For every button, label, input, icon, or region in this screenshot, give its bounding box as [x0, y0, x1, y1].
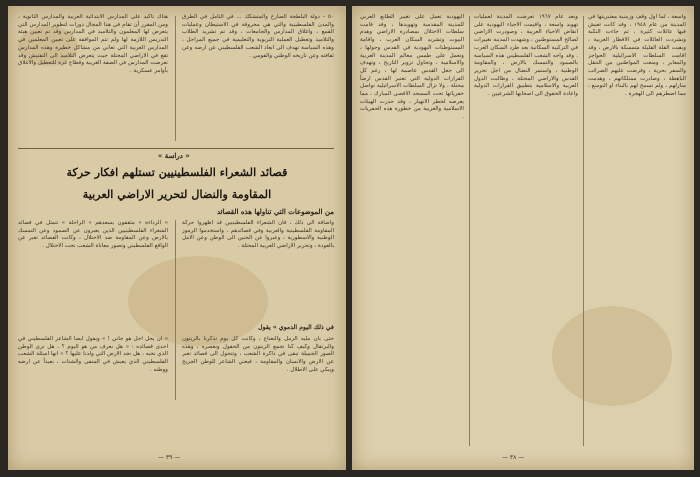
top-column-left-text: هناك تأكيد على المدارس الابتدائية العربية والمدارس الثانوية ، ومن المقرر أن تقام في هذا المجال دورات لتطوير المدارس التي يتعرض لها المعلمون والتلاميذ في المدارس وقد تم تعيين هيئة التدريس اللازمة لها ولم تتم الموافقة على تعيين المعلمين في المدارس العربية التي تعاني من مشاكل خطيرة وهذه المدارس تقع في الاراضي المحتلة حيث يتعرض التلاميذ الى التفتيش وقد تعرضت المدارس في الضفة الغربية وقطاع غزة للتعطيل والاغلاق بأوامر عسكرية .	[18, 14, 168, 74]
page-number: — ٣٩ —	[158, 454, 181, 461]
left-page	[8, 6, 346, 470]
mid-column-right	[182, 220, 334, 320]
headline-line-1: قصائد الشعراء الفلسطينيين تستلهم افكار حركة	[66, 165, 288, 179]
column-divider	[175, 220, 176, 400]
right-page-column-left-text: اليهودية تعمل على تغيير الطابع العربي للمدينة المقدسة وتهويدها ، وقد قامت سلطات الاحتلال بمصادرة الاراضي وهدم البيوت وتشريد السكان العرب ، واقامة المستوطنات اليهودية في القدس وحولها ، وتعمل على طمس معالم المدينة العربية والاسلامية ، وتحاول تزوير التاريخ ، وتهدف الى جعل القدس عاصمة لها ، رغم كل القرارات الدولية التي تعتبر القدس ارضاً محتلة . ولا تزال السلطات الاسرائيلية تواصل حفرياتها تحت المسجد الاقصى المبارك ، مما يعرضه لخطر الانهيار ، وقد حذرت الهيئات الاسلامية والعربية من خطورة هذه الحفريات .	[360, 14, 464, 121]
bottom-column-right	[182, 336, 334, 448]
right-page-column-left	[360, 14, 464, 450]
page-number: — ٣٨ —	[502, 454, 525, 461]
mid-column-right-text: واضافة الى ذلك ، فان الشعراء الفلسطينيين قد اظهروا حركة المقاومة الفلسطينية والعربية وفي قصائدهم ، واستخدموا الرموز الوطنية والاسطورية ، وعبروا عن الحنين الى الوطن وعن الامل بالعودة ، وتحرير الاراضي العربية المحتلة .	[182, 220, 334, 250]
mid-column-left-text: « الرداءة » مثقفون يسعدهم « الراحلة » تتمثل في قصائد الشعراء الفلسطينيين الذين يعبرون عن الصمود وعن التمسك بالارض وعن المقاومة ضد الاحتلال ، وكانت القصائد تعبر عن الواقع الفلسطيني وتصور معاناة الشعب تحت الاحتلال .	[18, 220, 168, 250]
article-subhead: من الموضوعات التي تناولها هذه القصائد	[216, 207, 334, 216]
right-page-column-mid-text: وبعد عام ١٩٦٧ تعرضت المدينة لعمليات تهويد واسعة ، واقيمت الاحياء اليهودية على انقاض الاحياء العربية ، وصودرت الاراضي لصالح المستوطنين ، وشهدت المدينة تغييرات في التركيبة السكانية بعد طرد السكان العرب . وقد واجه الشعب الفلسطيني هذه السياسة بالصمود والتمسك بالارض ، والمقاومة الوطنية ، واستمر النضال من اجل تحرير القدس والاراضي المحتلة ، وطالبت الدول العربية والاسلامية بتطبيق القرارات الدولية واعادة الحقوق الى اصحابها الشرعيين .	[474, 14, 578, 98]
right-page-column-mid	[474, 14, 578, 450]
headline-line-2: المقاومة والنضال لتحرير الاراضي العربية	[82, 187, 272, 201]
right-page-column-right-text: واسعة ، لما اول وقف وزمنية معتبريتها في المدينة من عام ١٩٤٨ ، وقد كانت تعيش فيها عائلات كثيرة ، ثم جاءت النكبة وتشردت العائلات في الاقطار العربية ، وبقيت القلة القليلة متمسكة بالارض ، وقد اقامت السلطات الاسرائيلية الحواجز والمعابر ، ومنعت المواطنين من التنقل والسفر بحرية ، وفرضت عليهم الضرائب الباهظة ، وصادرت ممتلكاتهم ، وهدمت منازلهم ، ولم تسمح لهم بالبناء او التوسع ، مما اضطرهم الى الهجرة .	[588, 14, 686, 98]
column-divider	[469, 16, 470, 446]
right-page	[352, 6, 694, 470]
bottom-column-left-text: « ان يحل اجل هو جاني ! » ويقول ايضاً الشاعر الفلسطيني في احدى قصائده : « هل نعرف من هو اليوم ؟ ، هل نرى الوطن الذي نحبه ، هل نجد الارض التي ولدنا عليها ؟ » انها اسئلة الشعب الفلسطيني الذي يعيش في المنفى والشتات ، بعيداً عن ارضه ووطنه .	[18, 336, 168, 373]
top-column-right-text: ٥٠ – دولة البلطجة الصارخ والمتشكك ... في التأمل في الطرق والمدن الفلسطينية والتي هي محروقة في الاستيطان وعمليات القمع ، واغلاق المدارس والجامعات ، وقد تم تشريد الطلاب والتلاميذ وتعطيل العملية التربوية والتعليمية في جميع المراحل ، وهذه السياسة تهدف الى ابعاد الشعب الفلسطيني عن ارضه وعن ثقافته وعن تاريخه الوطني والقومي .	[182, 14, 334, 59]
top-column-left	[18, 14, 168, 144]
column-divider	[175, 16, 176, 141]
right-page-column-right	[588, 14, 686, 450]
header-rule	[18, 148, 334, 149]
bottom-column-right-text: حتى بان مليه الرمل والنعناع ، وكانت كل يوم تذكرنا بالزيتون والبرتقال وكيف كنا نجمع الزيتون من الحقول ونعصره ، وهذه الصور الجميلة تبقى في ذاكرة الشعب ، وتتحول الى قصائد تعبر عن الارض والانسان والمقاومة ، فيغني الشاعر للوطن الجريح ويبكي على الاطلال .	[182, 336, 334, 373]
article-kicker: « دراسة »	[158, 151, 190, 160]
bottom-column-left	[18, 336, 168, 448]
top-column-right	[182, 14, 334, 144]
mid-column-left	[18, 220, 168, 320]
column-divider	[583, 16, 584, 446]
section-subhead: في ذلك اليوم الدموي » يقول	[258, 324, 334, 331]
